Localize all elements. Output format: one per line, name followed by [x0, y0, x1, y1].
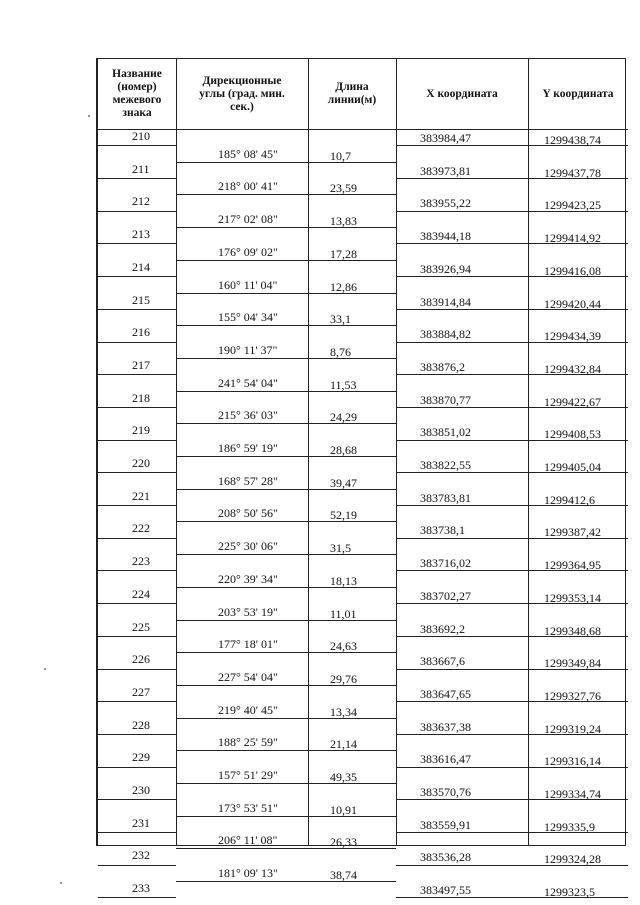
row-divider — [98, 407, 176, 408]
line-length-cell: 49,35 — [330, 770, 357, 784]
point-name-cell: 225 — [132, 620, 150, 634]
row-divider — [98, 636, 176, 637]
header-x-coordinate: X координата — [426, 87, 498, 100]
row-divider — [98, 669, 176, 670]
y-coordinate-cell: 1299348,68 — [544, 624, 601, 638]
y-coordinate-cell: 1299414,92 — [544, 231, 601, 245]
direction-angle-cell: 219° 40' 45" — [218, 703, 278, 717]
line-length-cell: 29,76 — [330, 672, 357, 686]
direction-angle-cell: 173° 53' 51" — [218, 801, 278, 815]
line-length-cell: 17,28 — [330, 247, 357, 261]
row-divider — [176, 325, 396, 326]
point-name-cell: 215 — [132, 293, 150, 307]
y-coordinate-cell: 1299323,5 — [544, 885, 595, 899]
direction-angle-cell: 203° 53' 19" — [218, 605, 278, 619]
y-coordinate-cell: 1299353,14 — [544, 591, 601, 605]
y-coordinate-cell: 1299432,84 — [544, 362, 601, 376]
line-length-cell: 8,76 — [330, 345, 351, 359]
column-divider — [396, 59, 397, 845]
y-coordinate-cell: 1299405,04 — [544, 460, 601, 474]
y-coordinate-cell: 1299324,28 — [544, 852, 601, 866]
row-divider — [98, 570, 176, 571]
y-coordinate-cell: 1299420,44 — [544, 297, 601, 311]
line-length-cell: 13,83 — [330, 214, 357, 228]
direction-angle-cell: 217° 02' 08" — [218, 212, 278, 226]
row-divider — [98, 342, 176, 343]
row-divider — [98, 538, 176, 539]
direction-angle-cell: 227° 54' 04" — [218, 670, 278, 684]
column-divider — [176, 59, 177, 845]
x-coordinate-cell: 383738,1 — [420, 523, 465, 537]
y-coordinate-cell: 1299334,74 — [544, 787, 601, 801]
row-divider — [98, 472, 176, 473]
y-coordinate-cell: 1299335,9 — [544, 820, 595, 834]
point-name-cell: 222 — [132, 521, 150, 535]
line-length-cell: 33,1 — [330, 312, 351, 326]
x-coordinate-cell: 383955,22 — [420, 196, 471, 210]
y-coordinate-cell: 1299364,95 — [544, 558, 601, 572]
direction-angle-cell: 181° 09' 13" — [218, 866, 278, 880]
x-coordinate-cell: 383783,81 — [420, 491, 471, 505]
y-coordinate-cell: 1299387,42 — [544, 525, 601, 539]
y-coordinate-cell: 1299423,25 — [544, 198, 601, 212]
row-divider — [98, 211, 176, 212]
point-name-cell: 210 — [132, 129, 150, 143]
line-length-cell: 10,91 — [330, 803, 357, 817]
row-divider — [176, 358, 396, 359]
row-divider — [176, 881, 396, 882]
direction-angle-cell: 168° 57' 28" — [218, 474, 278, 488]
y-coordinate-cell: 1299327,76 — [544, 689, 601, 703]
row-divider — [98, 734, 176, 735]
row-divider — [176, 162, 396, 163]
x-coordinate-cell: 383914,84 — [420, 295, 471, 309]
line-length-cell: 38,74 — [330, 868, 357, 882]
x-coordinate-cell: 383870,77 — [420, 393, 471, 407]
row-divider — [98, 799, 176, 800]
y-coordinate-cell: 1299422,67 — [544, 395, 601, 409]
y-coordinate-cell: 1299349,84 — [544, 656, 601, 670]
header-point-name: Название (номер) межевого знака — [112, 68, 162, 119]
table-grid — [96, 58, 626, 899]
x-coordinate-cell: 383497,55 — [420, 883, 471, 897]
column-divider — [528, 59, 529, 845]
header-direction-angle: Дирекционные углы (град. мин. сек.) — [199, 74, 285, 113]
row-divider — [176, 816, 396, 817]
x-coordinate-cell: 383926,94 — [420, 262, 471, 276]
row-divider — [98, 276, 176, 277]
direction-angle-cell: 176° 09' 02" — [218, 245, 278, 259]
row-divider — [176, 652, 396, 653]
point-name-cell: 212 — [132, 194, 150, 208]
direction-angle-cell: 160° 11' 04" — [218, 278, 278, 292]
column-divider — [308, 59, 309, 845]
scan-speck — [44, 668, 46, 670]
header-y-coordinate: Y координата — [542, 87, 614, 100]
x-coordinate-cell: 383973,81 — [420, 164, 471, 178]
point-name-cell: 228 — [132, 718, 150, 732]
row-divider — [176, 750, 396, 751]
y-coordinate-cell: 1299416,08 — [544, 264, 601, 278]
direction-angle-cell: 186° 59' 19" — [218, 441, 278, 455]
point-name-cell: 229 — [132, 750, 150, 764]
coordinates-table — [96, 58, 626, 899]
line-length-cell: 12,86 — [330, 280, 357, 294]
row-divider — [98, 374, 176, 375]
point-name-cell: 217 — [132, 358, 150, 372]
row-divider — [176, 489, 396, 490]
y-coordinate-cell: 1299319,24 — [544, 722, 601, 736]
direction-angle-cell: 188° 25' 59" — [218, 735, 278, 749]
scan-speck — [88, 115, 90, 117]
line-length-cell: 52,19 — [330, 508, 357, 522]
x-coordinate-cell: 383984,47 — [420, 131, 471, 145]
row-divider — [176, 456, 396, 457]
point-name-cell: 223 — [132, 554, 150, 568]
x-coordinate-cell: 383616,47 — [420, 752, 471, 766]
direction-angle-cell: 215° 36' 03" — [218, 408, 278, 422]
point-name-cell: 213 — [132, 227, 150, 241]
direction-angle-cell: 241° 54' 04" — [218, 376, 278, 390]
row-divider — [176, 227, 396, 228]
point-name-cell: 232 — [132, 848, 150, 862]
row-divider — [98, 701, 176, 702]
point-name-cell: 221 — [132, 489, 150, 503]
direction-angle-cell: 155° 04' 34" — [218, 310, 278, 324]
row-divider — [176, 260, 396, 261]
x-coordinate-cell: 383647,65 — [420, 687, 471, 701]
row-divider — [176, 521, 396, 522]
line-length-cell: 13,34 — [330, 705, 357, 719]
row-divider — [176, 685, 396, 686]
line-length-cell: 11,01 — [330, 607, 357, 621]
y-coordinate-cell: 1299412,6 — [544, 493, 595, 507]
x-coordinate-cell: 383822,55 — [420, 458, 471, 472]
scan-speck — [60, 882, 62, 884]
y-coordinate-cell: 1299437,78 — [544, 166, 601, 180]
point-name-cell: 214 — [132, 260, 150, 274]
line-length-cell: 26,33 — [330, 835, 357, 849]
direction-angle-cell: 208° 50' 56" — [218, 506, 278, 520]
line-length-cell: 11,53 — [330, 378, 357, 392]
row-divider — [176, 718, 396, 719]
x-coordinate-cell: 383570,76 — [420, 785, 471, 799]
row-divider — [176, 783, 396, 784]
line-length-cell: 31,5 — [330, 541, 351, 555]
point-name-cell: 233 — [132, 881, 150, 895]
line-length-cell: 18,13 — [330, 574, 357, 588]
point-name-cell: 226 — [132, 652, 150, 666]
row-divider — [176, 587, 396, 588]
direction-angle-cell: 157° 51' 29" — [218, 768, 278, 782]
line-length-cell: 21,14 — [330, 737, 357, 751]
row-divider — [176, 554, 396, 555]
x-coordinate-cell: 383692,2 — [420, 622, 465, 636]
line-length-cell: 39,47 — [330, 476, 357, 490]
direction-angle-cell: 185° 08' 45" — [218, 147, 278, 161]
x-coordinate-cell: 383667,6 — [420, 654, 465, 668]
x-coordinate-cell: 383637,38 — [420, 720, 471, 734]
direction-angle-cell: 190° 11' 37" — [218, 343, 278, 357]
point-name-cell: 227 — [132, 685, 150, 699]
direction-angle-cell: 177° 18' 01" — [218, 637, 278, 651]
direction-angle-cell: 206° 11' 08" — [218, 833, 278, 847]
x-coordinate-cell: 383702,27 — [420, 589, 471, 603]
x-coordinate-cell: 383559,91 — [420, 818, 471, 832]
line-length-cell: 24,63 — [330, 639, 357, 653]
direction-angle-cell: 218° 00' 41" — [218, 179, 278, 193]
x-coordinate-cell: 383851,02 — [420, 425, 471, 439]
row-divider — [176, 848, 396, 849]
row-divider — [176, 194, 396, 195]
x-coordinate-cell: 383944,18 — [420, 229, 471, 243]
row-divider — [98, 897, 176, 898]
direction-angle-cell: 225° 30' 06" — [218, 539, 278, 553]
row-divider — [98, 505, 176, 506]
point-name-cell: 224 — [132, 587, 150, 601]
point-name-cell: 216 — [132, 325, 150, 339]
x-coordinate-cell: 383716,02 — [420, 556, 471, 570]
row-divider — [98, 440, 176, 441]
header-divider — [98, 129, 628, 130]
row-divider — [98, 145, 176, 146]
row-divider — [98, 243, 176, 244]
row-divider — [98, 832, 176, 833]
row-divider — [176, 423, 396, 424]
line-length-cell: 24,29 — [330, 410, 357, 424]
row-divider — [176, 620, 396, 621]
point-name-cell: 211 — [132, 162, 150, 176]
x-coordinate-cell: 383536,28 — [420, 850, 471, 864]
point-name-cell: 220 — [132, 456, 150, 470]
line-length-cell: 10,7 — [330, 149, 351, 163]
y-coordinate-cell: 1299438,74 — [544, 133, 601, 147]
y-coordinate-cell: 1299316,14 — [544, 754, 601, 768]
point-name-cell: 218 — [132, 391, 150, 405]
row-divider — [176, 391, 396, 392]
line-length-cell: 28,68 — [330, 443, 357, 457]
row-divider — [98, 309, 176, 310]
row-divider — [98, 865, 176, 866]
point-name-cell: 219 — [132, 423, 150, 437]
row-divider — [98, 178, 176, 179]
point-name-cell: 230 — [132, 783, 150, 797]
row-divider — [176, 293, 396, 294]
header-line-length: Длина линии(м) — [327, 81, 377, 106]
x-coordinate-cell: 383876,2 — [420, 360, 465, 374]
x-coordinate-cell: 383884,82 — [420, 327, 471, 341]
point-name-cell: 231 — [132, 816, 150, 830]
line-length-cell: 23,59 — [330, 181, 357, 195]
direction-angle-cell: 220° 39' 34" — [218, 572, 278, 586]
y-coordinate-cell: 1299434,39 — [544, 329, 601, 343]
row-divider — [98, 603, 176, 604]
y-coordinate-cell: 1299408,53 — [544, 427, 601, 441]
row-divider — [98, 767, 176, 768]
